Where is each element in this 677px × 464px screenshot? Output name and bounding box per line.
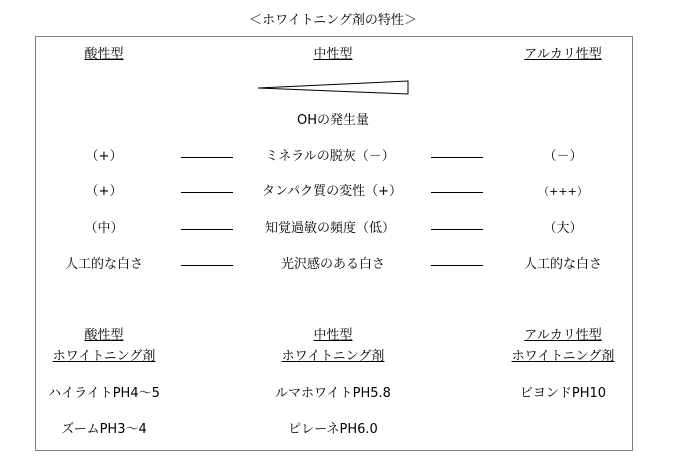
product-alkaline-1: ビヨンドPH10 — [519, 386, 607, 401]
product-neutral-1: ルマホワイトPH5.8 — [275, 386, 391, 401]
oh-amount-label: OHの発生量 — [296, 113, 370, 128]
connector-line — [181, 265, 233, 266]
connector-line — [181, 229, 233, 230]
row-sensitivity-alkaline: （大） — [543, 221, 583, 236]
row-whiteness-alkaline: 人工的な白さ — [523, 257, 603, 272]
oh-wedge-graphic — [257, 80, 411, 97]
row-sensitivity-label: 知覚過敏の頻度（低） — [264, 221, 396, 236]
bottom-acid-label: ホワイトニング剤 — [52, 349, 156, 364]
bottom-alkaline-label: ホワイトニング剤 — [511, 349, 615, 364]
bottom-neutral-label: ホワイトニング剤 — [281, 349, 385, 364]
row-mineral-acid: （+） — [85, 149, 123, 164]
header-acid: 酸性型 — [84, 47, 124, 62]
bottom-neutral-type: 中性型 — [313, 328, 353, 343]
connector-line — [181, 157, 233, 158]
product-acid-1: ハイライトPH4～5 — [48, 386, 160, 401]
row-whiteness-acid: 人工的な白さ — [64, 257, 144, 272]
row-mineral-label: ミネラルの脱灰（－） — [265, 149, 395, 164]
bottom-acid-type: 酸性型 — [84, 328, 124, 343]
product-acid-2: ズームPH3～4 — [61, 422, 147, 437]
row-protein-label: タンパク質の変性（+） — [262, 184, 402, 199]
diagram-title: ＜ホワイトニング剤の特性＞ — [249, 13, 417, 28]
row-sensitivity-acid: （中） — [84, 221, 124, 236]
bottom-alkaline-type: アルカリ性型 — [524, 328, 602, 343]
connector-line — [431, 157, 483, 158]
row-protein-alkaline: （+++） — [538, 185, 588, 198]
row-protein-acid: （+） — [85, 184, 123, 199]
row-whiteness-label: 光沢感のある白さ — [280, 257, 386, 272]
row-mineral-alkaline: （－） — [543, 149, 583, 164]
connector-line — [181, 192, 233, 193]
connector-line — [431, 229, 483, 230]
connector-line — [431, 192, 483, 193]
connector-line — [431, 265, 483, 266]
product-neutral-2: ピレーネPH6.0 — [288, 422, 378, 437]
header-neutral: 中性型 — [313, 47, 353, 62]
header-alkaline: アルカリ性型 — [524, 47, 602, 62]
